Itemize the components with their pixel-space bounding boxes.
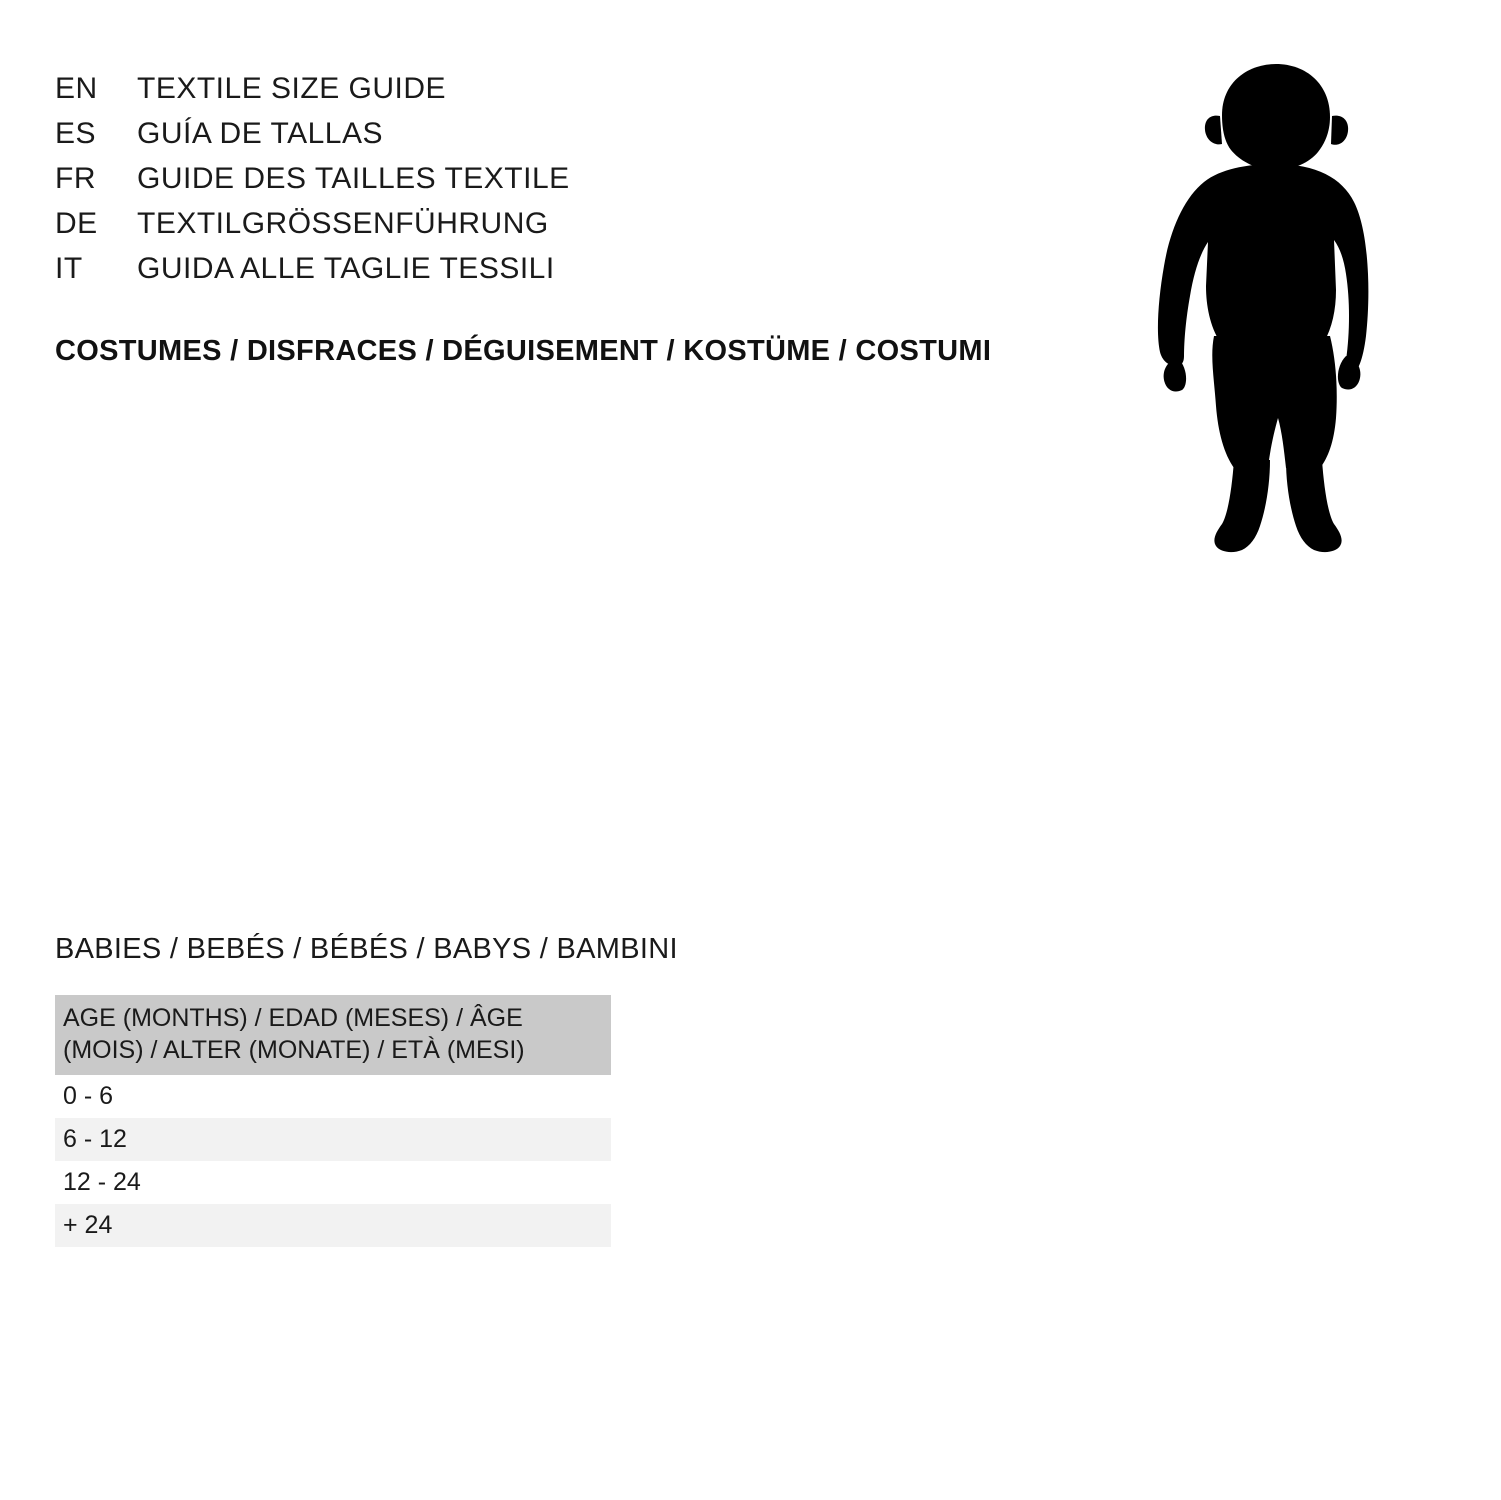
language-row-de xyxy=(55,207,1055,252)
section-title-babies: BABIES / BEBÉS / BÉBÉS / BABYS / BAMBINI xyxy=(55,933,678,965)
table-cell-age: 6 - 12 xyxy=(55,1118,611,1161)
table-row xyxy=(55,1204,611,1247)
language-text-es: GUÍA DE TALLAS xyxy=(137,117,383,150)
language-row-es xyxy=(55,117,1055,162)
table-row xyxy=(55,1161,611,1204)
language-code-de: DE xyxy=(55,207,98,240)
language-text-en: TEXTILE SIZE GUIDE xyxy=(137,72,447,105)
language-row-it xyxy=(55,252,1055,297)
language-text-de: TEXTILGRÖSSENFÜHRUNG xyxy=(137,207,549,240)
category-line: COSTUMES / DISFRACES / DÉGUISEMENT / KOSTÜME / COSTUMI xyxy=(55,335,992,367)
language-code-en: EN xyxy=(55,72,98,105)
table-cell-age: 0 - 6 xyxy=(55,1075,611,1118)
language-row-fr xyxy=(55,162,1055,207)
size-table xyxy=(55,995,611,1247)
table-cell-age: + 24 xyxy=(55,1204,611,1247)
table-header-row xyxy=(55,995,611,1075)
table-cell-age: 12 - 24 xyxy=(55,1161,611,1204)
baby-silhouette-icon xyxy=(1110,60,1450,560)
language-code-fr: FR xyxy=(55,162,96,195)
language-text-fr: GUIDE DES TAILLES TEXTILE xyxy=(137,162,570,195)
language-code-es: ES xyxy=(55,117,97,150)
table-header-age: AGE (MONTHS) / EDAD (MESES) / ÂGE (MOIS) / ALTER (MONATE) / ETÀ (MESI) xyxy=(55,995,611,1075)
language-code-it: IT xyxy=(55,252,83,285)
table-row xyxy=(55,1118,611,1161)
table-row xyxy=(55,1075,611,1118)
language-row-en xyxy=(55,72,1055,117)
language-header-block xyxy=(55,72,1055,297)
language-text-it: GUIDA ALLE TAGLIE TESSILI xyxy=(137,252,555,285)
